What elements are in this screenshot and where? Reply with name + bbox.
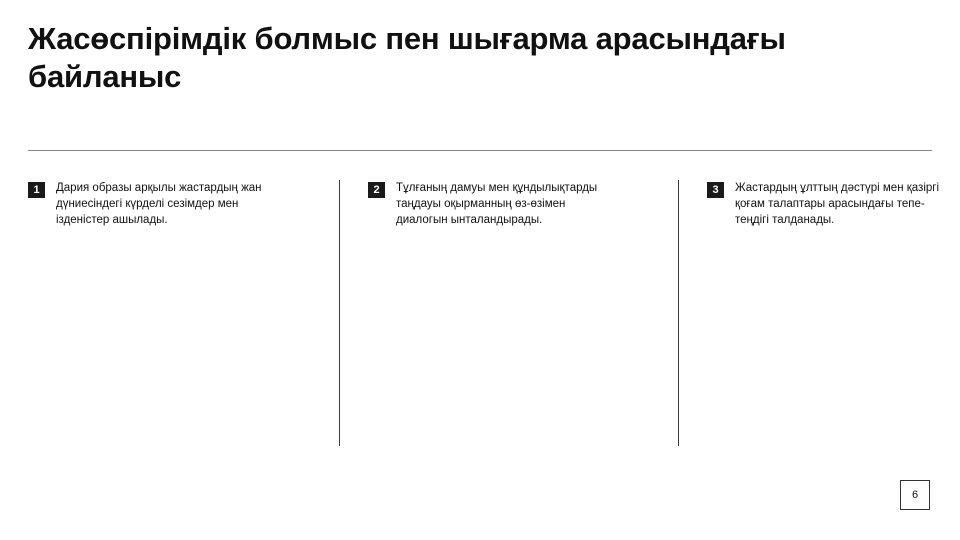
number-badge-1: 1	[28, 182, 45, 198]
column-divider-1	[339, 180, 340, 446]
number-badge-3: 3	[707, 182, 724, 198]
number-badge-2: 2	[368, 182, 385, 198]
title-divider	[28, 150, 932, 151]
column-divider-2	[678, 180, 679, 446]
point-text-3: Жастардың ұлттың дәстүрі мен қазіргі қоғам талаптары арасындағы тепе-теңдігі талданады.	[735, 182, 940, 226]
page-number: 6	[900, 480, 930, 510]
slide-title: Жасөспірімдік болмыс пен шығарма арасындағы байланыс	[28, 21, 786, 94]
point-text-1: Дария образы арқылы жастардың жан дүниесіндегі күрделі сезімдер мен ізденістер ашылады.	[56, 182, 262, 226]
point-text-2: Тұлғаның дамуы мен құндылықтарды таңдауы оқырманның өз-өзімен диалогын ынталандырады.	[396, 182, 598, 226]
